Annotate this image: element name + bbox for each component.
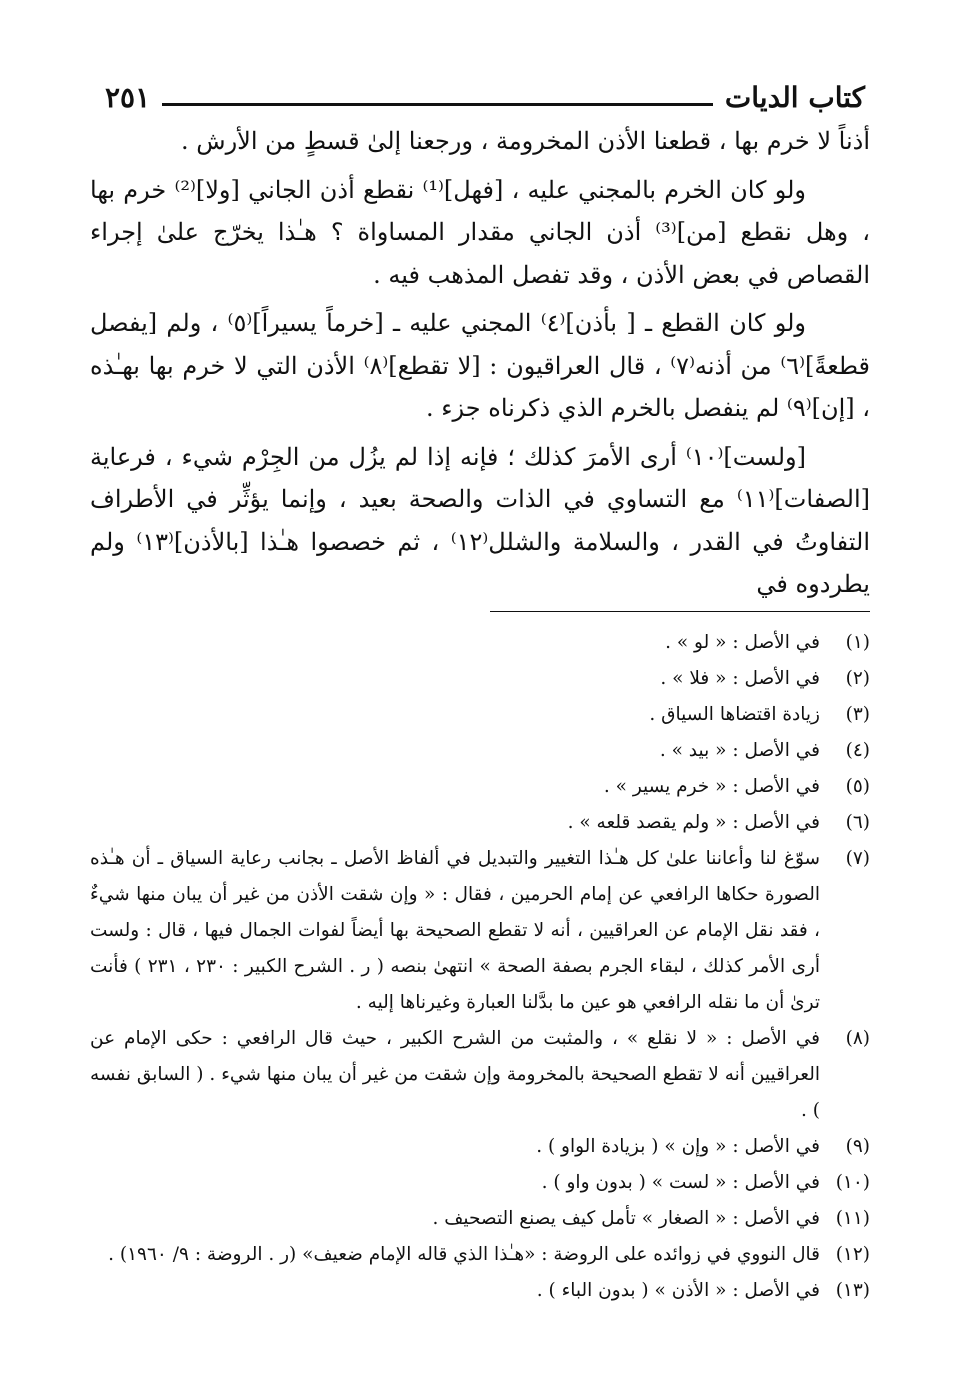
footnote-number: (٥) — [845, 776, 870, 797]
footnote-text: في الأصل : « الأذن » ( بدون الباء ) . — [536, 1280, 820, 1301]
footnote-text: في الأصل : « لو » . — [665, 632, 820, 653]
footnote-text: في الأصل : « بيد » . — [659, 740, 820, 761]
footnote-number: (٨) — [845, 1028, 870, 1049]
footnote-separator — [490, 611, 870, 612]
footnote-item — [90, 697, 870, 733]
footnote-number: (٤) — [845, 740, 870, 761]
paragraph: ولو كان الخرم بالمجني عليه ، [فهل]⁽¹⁾ نقطع أذن الجاني [ولا]⁽²⁾ خرم بها ، وهل نقطع [من]⁽³⁾ أذن الجاني مقدار المساواة ؟ هـٰذا يخرّج علىٰ إجراء القصاص في بعض الأذن ، وقد تفصل المذهب فيه . — [90, 175, 870, 289]
footnote-text: زيادة اقتضاها السياق . — [649, 704, 820, 725]
footnote-number: (١٠) — [835, 1172, 870, 1193]
main-text — [90, 120, 870, 612]
footnote-number: (١٣) — [835, 1280, 870, 1301]
footnote-item — [90, 769, 870, 805]
footnote-number: (١١) — [835, 1208, 870, 1229]
footnote-item — [90, 841, 870, 1021]
footnote-text: في الأصل : « لا نقلع » ، والمثبت من الشرح الكبير ، حيث قال الرافعي : حكى الإمام عن العراقيين أنه لا تقطع الصحيحة بالمخرومة وإن شقت من غير أن يبان منها شيء . ( السابق نفسه ) . — [90, 1028, 820, 1121]
footnote-number: (١) — [845, 632, 870, 653]
paragraph: ولو كان القطع ـ [ بأذن]⁽٤⁾ المجني عليه ـ [خرماً يسيراً]⁽٥⁾ ، ولم [يفصل قطعةً]⁽٦⁾ من أذنه⁽٧⁾ ، قال العراقيون : [لا تقطع]⁽٨⁾ الأذن التي لا خرم بها بهـٰذه ، [إن]⁽٩⁾ لم ينفصل بالخرم الذي ذكرناه جزء . — [90, 309, 870, 422]
paragraph: [ولست]⁽١٠⁾ أرى الأمرَ كذلك ؛ فإنه إذا لم يزُل من الجِرْم شيء ، فرعاية [الصفات]⁽١١⁾ مع التساوي في الذات والصحة بعيد ، وإنما يؤثِّر في الأطراف التفاوتُ في القدر ، والسلامة والشلل⁽١٢⁾ ، ثم خصصوا هـٰذا [بالأذن]⁽١٣⁾ ولم يطردوه في — [90, 442, 870, 598]
footnote-text: قال النووي في زوائده على الروضة : «هـٰذا الذي قاله الإمام ضعيف» (ر . الروضة : ٩/ ١٩٦٠) . — [108, 1244, 820, 1265]
page-number: ٢٥١ — [105, 81, 151, 114]
footnote-text: في الأصل : « وإن » ( بزيادة الواو ) . — [536, 1136, 820, 1157]
footnotes — [90, 625, 870, 1309]
footnote-number: (٩) — [845, 1136, 870, 1157]
footnote-item — [90, 805, 870, 841]
footnote-item — [90, 661, 870, 697]
footnote-number: (٧) — [845, 848, 870, 869]
footnote-item — [90, 1165, 870, 1201]
footnote-number: (٢) — [845, 668, 870, 689]
chapter-title: كتاب الديات — [724, 81, 865, 114]
footnote-text: في الأصل : « الصغار » تأمل كيف يصنع التصحيف . — [432, 1208, 820, 1229]
footnote-item — [90, 733, 870, 769]
footnote-text: سوّغ لنا وأعاننا علىٰ كل هـٰذا التغيير والتبديل في ألفاظ الأصل ـ بجانب رعاية السياق ـ أن هـٰذه الصورة حكاها الرافعي عن إمام الحرمين ، فقال : « وإن شقت الأذن من غير أن يبان منها شيءٌ ، فقد نقل الإمام عن العراقيين ، أنه لا تقطع الصحيحة بها أيضاً لفوات الجمال فيها ، قال : ولست أرى الأمر كذلك ، لبقاء الجرم بصفة الصحة » انتهىٰ بنصه ( ر . الشرح الكبير : ٢٣٠ ، ٢٣١ ) فأنت ترىٰ أن ما نقله الرافعي هو عين ما بدَّلنا العبارة وغيرناها إليه . — [90, 848, 820, 1013]
footnote-item — [90, 1273, 870, 1309]
footnote-text: في الأصل : « فلا » . — [660, 668, 820, 689]
header-rule — [162, 103, 713, 106]
footnote-number: (٦) — [845, 812, 870, 833]
footnote-number: (٣) — [845, 704, 870, 725]
footnote-item — [90, 625, 870, 661]
footnote-text: في الأصل : « ولم يقصد قلعه » . — [567, 812, 820, 833]
footnote-number: (١٢) — [835, 1244, 870, 1265]
footnote-text: في الأصل : « لست » ( بدون واو ) . — [541, 1172, 820, 1193]
running-header — [105, 70, 865, 120]
footnote-item — [90, 1237, 870, 1273]
footnote-item — [90, 1021, 870, 1129]
footnote-text: في الأصل : « خرم يسير » . — [603, 776, 820, 797]
paragraph: أذناً لا خرم بها ، قطعنا الأذن المخرومة ، ورجعنا إلىٰ قسطٍ من الأرش . — [181, 127, 870, 155]
footnote-item — [90, 1129, 870, 1165]
footnote-item — [90, 1201, 870, 1237]
